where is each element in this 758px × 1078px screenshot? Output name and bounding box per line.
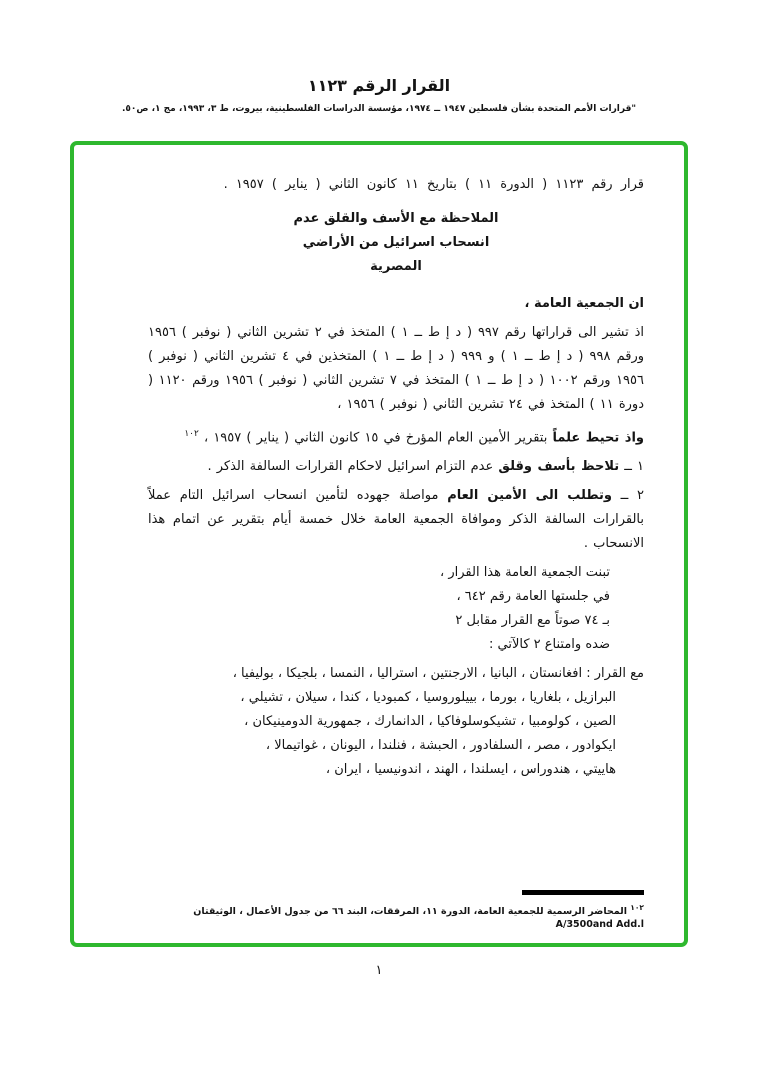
op2-lead: وتطلب الى الأمين العام: [447, 488, 612, 504]
op1-number: ١ ــ: [619, 459, 644, 475]
resolution-content: [74, 145, 684, 943]
page-number: ١: [375, 963, 383, 978]
doc-source-line: "قرارات الأمم المتحدة بشأن فلسطين ١٩٤٧ ــ ١٩٧٤، مؤسسة الدراسات الفلسطينية، بيروت، ط ٣، ١٩٩٣، مج ١، ص٥٠.: [121, 104, 637, 114]
footnote-number: ١٠٢: [630, 902, 644, 912]
subtitle-line: المصرية: [370, 259, 422, 274]
op1-lead: تلاحظ بأسف وقلق: [498, 459, 620, 475]
resolution-subtitle: [148, 207, 644, 279]
preamble-noting: [148, 422, 644, 450]
resolution-heading: قرار رقم ١١٢٣ ( الدورة ١١ ) بتاريخ ١١ كانون الثاني ( يناير ) ١٩٥٧ .: [223, 177, 644, 192]
subtitle-line: الملاحظة مع الأسف والقلق عدم: [293, 211, 499, 226]
operative-paragraph-1: [148, 455, 644, 479]
adoption-note: [148, 561, 644, 657]
op1-rest: عدم التزام اسرائيل لاحكام القرارات السالفة الذكر .: [207, 459, 499, 475]
resolution-box: [70, 141, 688, 947]
noting-lead: واذ تحيط علماً: [552, 430, 644, 446]
vote-with-paragraph: مع القرار : افغانستان ، البانيا ، الارجنتين ، استراليا ، النمسا ، بلجيكا ، بوليفيا ، البرازيل ، بلغاريا ، بورما ، بييلوروسيا ، كمبوديا ، كندا ، سيلان ، تشيلي ، الصين ، كولومبيا ، تشيكوسلوفاكيا ، الدانمارك ، جمهورية الدومينيكان ، ايكوادور ، مصر ، السلفادور ، الحبشة ، فنلندا ، اليونان ، غواتيمالا ، هاييتي ، هندوراس ، ايسلندا ، الهند ، اندونيسيا ، ايران ،: [232, 666, 644, 778]
footnote-text: المحاضر الرسمية للجمعية العامة، الدورة ١١، المرفقات، البند ٦٦ من جدول الأعمال ، الوثيقتان: [193, 906, 631, 917]
footnote: [148, 901, 644, 931]
footnote-rule: [522, 890, 644, 895]
op2-rest: مواصلة جهوده لتأمين انسحاب اسرائيل التام عملاً بالقرارات السالفة الذكر وموافاة الجمعية العامة خلال خمسة أيام بتقرير عن اتمام هذا الانسحاب .: [148, 488, 644, 552]
footnote-ref-marker: ١٠٢: [184, 429, 199, 439]
footnote-doc-symbol: A/3500and Add.l: [555, 919, 644, 930]
adoption-line: بـ ٧٤ صوتاً مع القرار مقابل ٢: [455, 613, 610, 629]
subtitle-line: انسحاب اسرائيل من الأراضي: [302, 235, 490, 250]
footnote-area: [148, 890, 644, 943]
preamble-recalling: اذ تشير الى قراراتها رقم ٩٩٧ ( د إ ط ــ ١ ) المتخذ في ٢ تشرين الثاني ( نوفبر ) ١٩٥٦ ورقم ٩٩٨ ( د إ ط ــ ١ ) و ٩٩٩ ( د إ ط ــ ١ ) المتخذين في ٤ تشرين الثاني ( نوفبر ) ١٩٥٦ ورقم ١٠٠٢ ( د إ ط ــ ١ ) المتخذ في ٧ تشرين الثاني ( نوفبر ) ١٩٥٦ ورقم ١١٢٠ ( دورة ١١ ) المتخذ في ٢٤ تشرين الثاني ( نوفبر ) ١٩٥٦ ،: [148, 325, 644, 412]
adoption-line: ضده وامتناع ٢ كالآتي :: [488, 637, 610, 653]
adoption-line: في جلستها العامة رقم ٦٤٢ ،: [456, 589, 610, 605]
doc-title: القرار الرقم ١١٢٣: [307, 76, 451, 95]
adoption-line: تبنت الجمعية العامة هذا القرار ،: [440, 565, 610, 581]
preamble-opening: ان الجمعية العامة ،: [524, 296, 644, 311]
operative-paragraph-2: [148, 484, 644, 556]
noting-rest: بتقرير الأمين العام المؤرخ في ١٥ كانون الثاني ( يناير ) ١٩٥٧ ،: [198, 430, 553, 446]
op2-number: ٢ ــ: [611, 488, 644, 504]
